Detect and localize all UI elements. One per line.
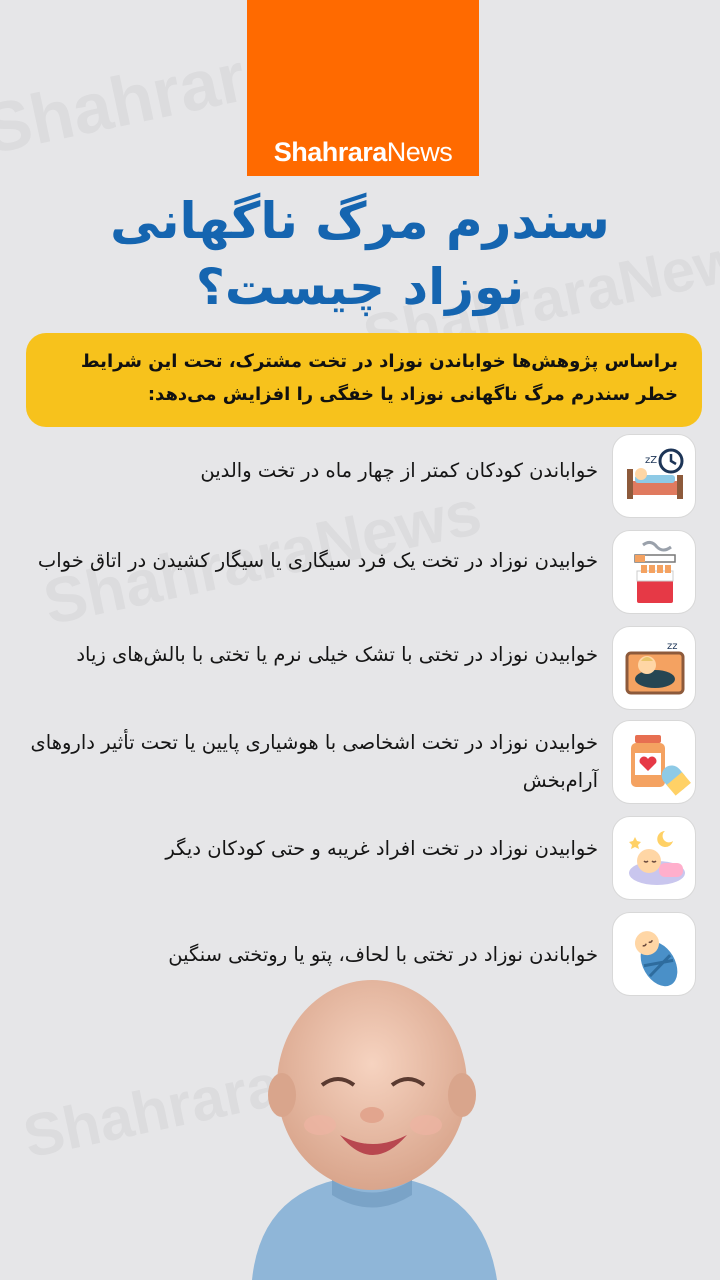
logo-bold-text: Shahrara <box>273 137 387 167</box>
list-item-text: خوابیدن نوزاد در تخت افراد غریبه و حتی کودکان دیگر <box>165 837 598 860</box>
soft-pillow-sleep-icon <box>612 626 696 710</box>
logo-light-text: News <box>386 137 453 167</box>
brand-logo <box>247 0 479 176</box>
title-line-2: نوزاد چیست؟ <box>195 258 525 316</box>
title-line-1: سندرم مرگ ناگهانی <box>110 192 610 250</box>
list-item-text: خوابیدن نوزاد در تختی با تشک خیلی نرم یا تختی با بالش‌های زیاد <box>76 643 598 666</box>
intro-box: براساس پژوهش‌ها خواباندن نوزاد در تخت مشترک، تحت این شرایط خطر سندرم مرگ ناگهانی نوزاد یا خفگی را افزایش می‌دهد: <box>26 333 702 427</box>
svg-text:zz: zz <box>667 641 678 652</box>
swaddled-baby-icon <box>612 912 696 996</box>
page-title <box>60 188 660 320</box>
list-item-text: خوابیدن نوزاد در تخت یک فرد سیگاری یا سیگار کشیدن در اتاق خواب <box>37 549 598 572</box>
list-item-text: خواباندن کودکان کمتر از چهار ماه در تخت والدین <box>200 459 598 482</box>
sleeping-bed-clock-icon <box>612 434 696 518</box>
baby-sleeping-night-icon <box>612 816 696 900</box>
svg-text:zZ: zZ <box>645 455 658 466</box>
medicine-pills-icon <box>612 720 696 804</box>
list-item-text: خواباندن نوزاد در تختی با لحاف، پتو یا روتختی سنگین <box>168 943 598 966</box>
cigarette-icon <box>612 530 696 614</box>
list-item-text: خوابیدن نوزاد در تخت اشخاصی با هوشیاری پایین یا تحت تأثیر داروهای آرام‌بخش <box>30 731 598 792</box>
smiling-baby-image <box>222 975 522 1280</box>
